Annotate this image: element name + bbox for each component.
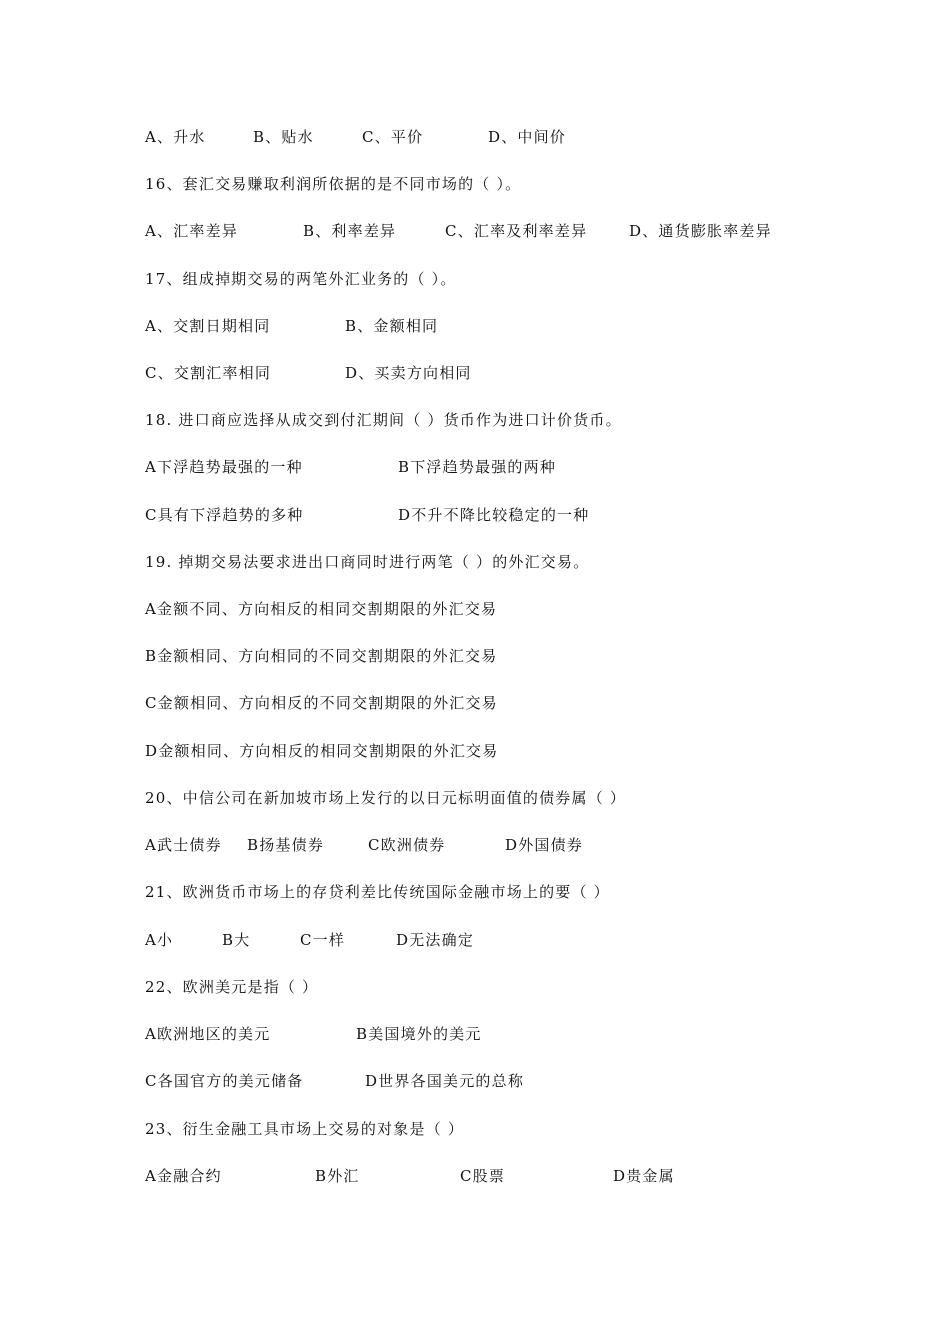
option-d: D、中间价 [488, 128, 567, 146]
option-b: B美国境外的美元 [356, 1025, 482, 1043]
option-a: A、汇率差异 [145, 222, 239, 240]
option-c: C一样 [300, 931, 346, 949]
option-d: D贵金属 [613, 1167, 675, 1185]
option-d: D外国债券 [505, 836, 584, 854]
option-c: C具有下浮趋势的多种 [145, 506, 304, 524]
option-b: B、金额相同 [345, 317, 439, 335]
question-21: 21、欧洲货币市场上的存贷利差比传统国际金融市场上的要（ ） [145, 883, 610, 901]
question-20: 20、中信公司在新加坡市场上发行的以日元标明面值的债券属（ ） [145, 789, 627, 807]
question-23: 23、衍生金融工具市场上交易的对象是（ ） [145, 1120, 465, 1138]
question-18: 18. 进口商应选择从成交到付汇期间（ ）货币作为进口计价货币。 [145, 411, 622, 429]
option-d: D、通货膨胀率差异 [629, 222, 772, 240]
question-22: 22、欧洲美元是指（ ） [145, 978, 319, 996]
option-a: A、交割日期相同 [145, 317, 271, 335]
option-b: B外汇 [315, 1167, 360, 1185]
question-16: 16、套汇交易赚取利润所依据的是不同市场的（ ）。 [145, 175, 522, 193]
option-c: C股票 [460, 1167, 506, 1185]
option-b: B金额相同、方向相同的不同交割期限的外汇交易 [145, 647, 498, 665]
option-c: C、平价 [362, 128, 424, 146]
question-19: 19. 掉期交易法要求进出口商同时进行两笔（ ）的外汇交易。 [145, 553, 590, 571]
option-a: A金融合约 [145, 1167, 222, 1185]
option-c: C金额相同、方向相反的不同交割期限的外汇交易 [145, 694, 498, 712]
option-a: A金额不同、方向相反的相同交割期限的外汇交易 [145, 600, 498, 618]
question-17: 17、组成掉期交易的两笔外汇业务的（ ）。 [145, 270, 457, 288]
option-b: B、贴水 [253, 128, 314, 146]
option-b: B大 [222, 931, 251, 949]
option-b: B、利率差异 [303, 222, 397, 240]
option-b: B下浮趋势最强的两种 [398, 458, 557, 476]
option-d: D、买卖方向相同 [345, 364, 472, 382]
option-c: C、交割汇率相同 [145, 364, 272, 382]
option-c: C各国官方的美元储备 [145, 1072, 304, 1090]
option-c: C欧洲债券 [368, 836, 446, 854]
option-d: D无法确定 [396, 931, 475, 949]
option-a: A下浮趋势最强的一种 [145, 458, 303, 476]
option-b: B扬基债券 [247, 836, 325, 854]
option-d: D世界各国美元的总称 [365, 1072, 525, 1090]
option-a: A武士债券 [145, 836, 222, 854]
option-c: C、汇率及利率差异 [445, 222, 588, 240]
option-d: D金额相同、方向相反的相同交割期限的外汇交易 [145, 742, 499, 760]
option-a: A欧洲地区的美元 [145, 1025, 271, 1043]
option-a: A小 [145, 931, 174, 949]
option-a: A、升水 [145, 128, 206, 146]
option-d: D不升不降比较稳定的一种 [398, 506, 590, 524]
